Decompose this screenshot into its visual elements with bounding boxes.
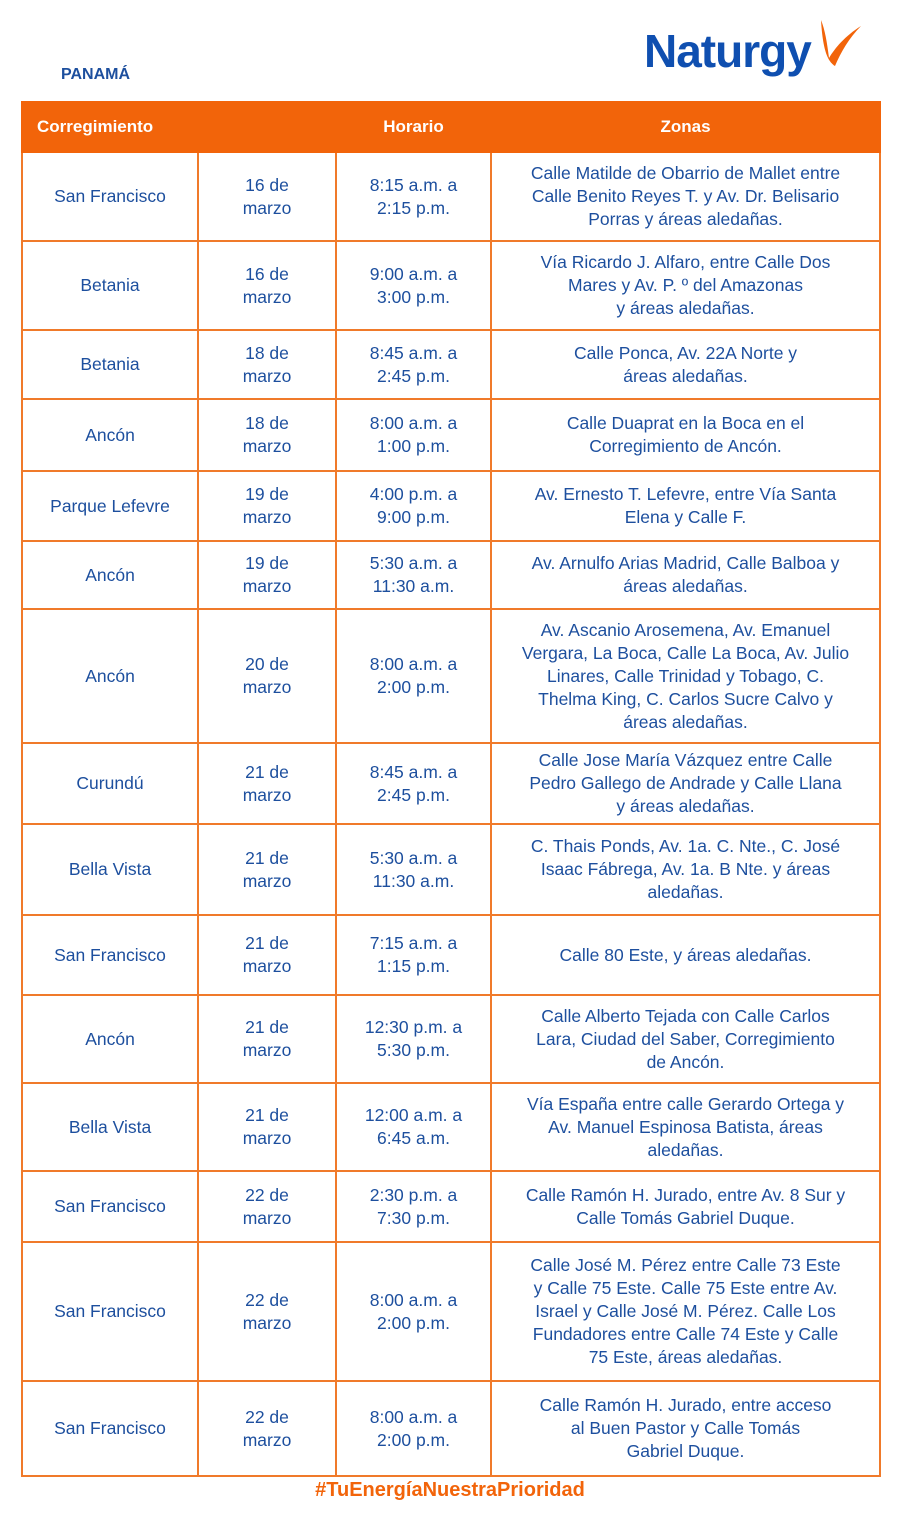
- cell-zonas: Calle José M. Pérez entre Calle 73 Este y Calle 75 Este. Calle 75 Este entre Av. Israel y Calle José M. Pérez. Calle Los Fundadores entre Calle 74 Este y Calle 75 Este, áreas aledañas.: [491, 1242, 880, 1381]
- cell-zonas: Av. Ascanio Arosemena, Av. Emanuel Vergara, La Boca, Calle La Boca, Av. Julio Linares, Calle Trinidad y Tobago, C. Thelma King, C. Carlos Sucre Calvo y áreas aledañas.: [491, 609, 880, 743]
- cell-corregimiento: Bella Vista: [22, 1083, 198, 1171]
- cell-zonas: Vía España entre calle Gerardo Ortega y Av. Manuel Espinosa Batista, áreas aledañas.: [491, 1083, 880, 1171]
- cell-zonas: Calle Ramón H. Jurado, entre Av. 8 Sur y Calle Tomás Gabriel Duque.: [491, 1171, 880, 1242]
- cell-corregimiento: Ancón: [22, 995, 198, 1083]
- cell-horario: 12:30 p.m. a 5:30 p.m.: [336, 995, 491, 1083]
- cell-fecha: 21 de marzo: [198, 1083, 336, 1171]
- butterfly-icon: [815, 18, 863, 70]
- cell-horario: 5:30 a.m. a 11:30 a.m.: [336, 541, 491, 609]
- cell-zonas: Av. Arnulfo Arias Madrid, Calle Balboa y áreas aledañas.: [491, 541, 880, 609]
- cell-corregimiento: Bella Vista: [22, 824, 198, 915]
- cell-horario: 8:00 a.m. a 2:00 p.m.: [336, 1381, 491, 1476]
- cell-fecha: 21 de marzo: [198, 743, 336, 824]
- country-label: PANAMÁ: [61, 66, 131, 83]
- cell-corregimiento: San Francisco: [22, 1242, 198, 1381]
- cell-horario: 2:30 p.m. a 7:30 p.m.: [336, 1171, 491, 1242]
- table-row: [22, 241, 880, 330]
- table-row: [22, 1083, 880, 1171]
- header-corregimiento: Corregimiento: [22, 102, 198, 152]
- cell-horario: 9:00 a.m. a 3:00 p.m.: [336, 241, 491, 330]
- cell-horario: 8:00 a.m. a 1:00 p.m.: [336, 399, 491, 471]
- cell-corregimiento: San Francisco: [22, 152, 198, 241]
- cell-zonas: Calle Ramón H. Jurado, entre acceso al Buen Pastor y Calle Tomás Gabriel Duque.: [491, 1381, 880, 1476]
- cell-zonas: Calle 80 Este, y áreas aledañas.: [491, 915, 880, 995]
- cell-horario: 8:00 a.m. a 2:00 p.m.: [336, 609, 491, 743]
- cell-fecha: 21 de marzo: [198, 995, 336, 1083]
- cell-corregimiento: Curundú: [22, 743, 198, 824]
- cell-horario: 12:00 a.m. a 6:45 a.m.: [336, 1083, 491, 1171]
- naturgy-logo: Naturgy: [644, 18, 863, 74]
- cell-corregimiento: San Francisco: [22, 1381, 198, 1476]
- cell-fecha: 18 de marzo: [198, 330, 336, 399]
- cell-corregimiento: Parque Lefevre: [22, 471, 198, 541]
- cell-corregimiento: Ancón: [22, 609, 198, 743]
- table-row: [22, 399, 880, 471]
- cell-fecha: 19 de marzo: [198, 541, 336, 609]
- cell-zonas: Vía Ricardo J. Alfaro, entre Calle Dos Mares y Av. P. º del Amazonas y áreas aledañas.: [491, 241, 880, 330]
- cell-zonas: Av. Ernesto T. Lefevre, entre Vía Santa Elena y Calle F.: [491, 471, 880, 541]
- cell-zonas: Calle Ponca, Av. 22A Norte y áreas aledañas.: [491, 330, 880, 399]
- cell-fecha: 18 de marzo: [198, 399, 336, 471]
- cell-fecha: 22 de marzo: [198, 1171, 336, 1242]
- hashtag: #TuEnergíaNuestraPrioridad: [315, 1479, 585, 1501]
- cell-fecha: 21 de marzo: [198, 915, 336, 995]
- cell-zonas: Calle Jose María Vázquez entre Calle Pedro Gallego de Andrade y Calle Llana y áreas aledañas.: [491, 743, 880, 824]
- cell-horario: 4:00 p.m. a 9:00 p.m.: [336, 471, 491, 541]
- cell-fecha: 16 de marzo: [198, 241, 336, 330]
- cell-fecha: 20 de marzo: [198, 609, 336, 743]
- cell-zonas: Calle Matilde de Obarrio de Mallet entre Calle Benito Reyes T. y Av. Dr. Belisario Porras y áreas aledañas.: [491, 152, 880, 241]
- cell-horario: 8:15 a.m. a 2:15 p.m.: [336, 152, 491, 241]
- cell-fecha: 21 de marzo: [198, 824, 336, 915]
- table-row: [22, 1381, 880, 1476]
- cell-horario: 8:45 a.m. a 2:45 p.m.: [336, 743, 491, 824]
- table-row: [22, 541, 880, 609]
- table-row: [22, 1171, 880, 1242]
- cell-horario: 8:45 a.m. a 2:45 p.m.: [336, 330, 491, 399]
- table-row: [22, 995, 880, 1083]
- cell-zonas: Calle Duaprat en la Boca en el Corregimiento de Ancón.: [491, 399, 880, 471]
- cell-zonas: C. Thais Ponds, Av. 1a. C. Nte., C. José Isaac Fábrega, Av. 1a. B Nte. y áreas aledañas.: [491, 824, 880, 915]
- cell-corregimiento: San Francisco: [22, 1171, 198, 1242]
- table-row: [22, 471, 880, 541]
- cell-corregimiento: San Francisco: [22, 915, 198, 995]
- header-fecha: [198, 102, 336, 152]
- table-row: [22, 824, 880, 915]
- cell-horario: 7:15 a.m. a 1:15 p.m.: [336, 915, 491, 995]
- cell-zonas: Calle Alberto Tejada con Calle Carlos Lara, Ciudad del Saber, Corregimiento de Ancón.: [491, 995, 880, 1083]
- cell-corregimiento: Betania: [22, 241, 198, 330]
- table-row: [22, 330, 880, 399]
- table-row: [22, 152, 880, 241]
- header-horario: Horario: [336, 102, 491, 152]
- schedule-table: [21, 101, 881, 1477]
- cell-fecha: 22 de marzo: [198, 1242, 336, 1381]
- header-zonas: Zonas: [491, 102, 880, 152]
- table-row: [22, 609, 880, 743]
- table-row: [22, 743, 880, 824]
- cell-corregimiento: Ancón: [22, 541, 198, 609]
- cell-horario: 5:30 a.m. a 11:30 a.m.: [336, 824, 491, 915]
- cell-corregimiento: Betania: [22, 330, 198, 399]
- cell-fecha: 22 de marzo: [198, 1381, 336, 1476]
- table-row: [22, 915, 880, 995]
- cell-fecha: 19 de marzo: [198, 471, 336, 541]
- cell-corregimiento: Ancón: [22, 399, 198, 471]
- cell-fecha: 16 de marzo: [198, 152, 336, 241]
- cell-horario: 8:00 a.m. a 2:00 p.m.: [336, 1242, 491, 1381]
- table-row: [22, 1242, 880, 1381]
